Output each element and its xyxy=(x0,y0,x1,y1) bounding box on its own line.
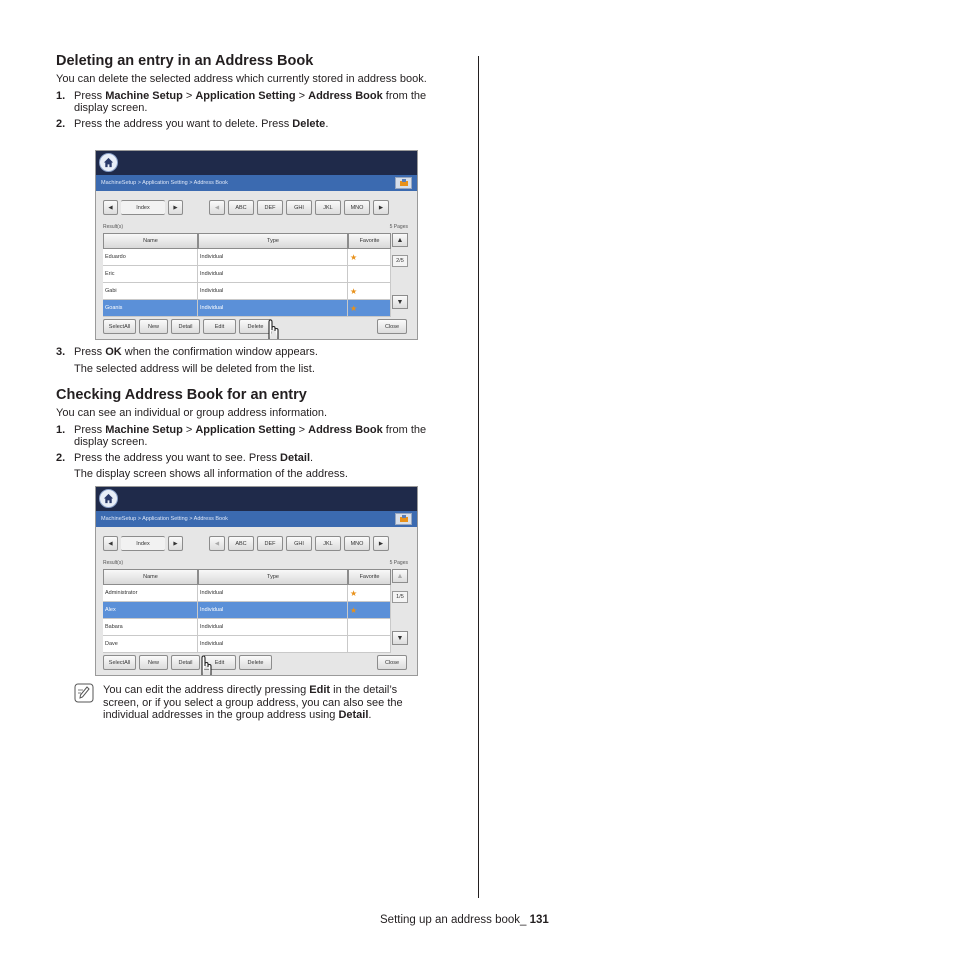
screen-top-bar xyxy=(96,151,417,175)
scroll-down-button[interactable]: ▼ xyxy=(392,295,408,309)
step-2b-result: The display screen shows all information of the address. xyxy=(74,468,348,480)
pages-label: 5 Pages xyxy=(389,560,408,566)
cell-favorite xyxy=(348,636,391,652)
breadcrumb: MachineSetup > Application Setting > Address Book xyxy=(96,511,417,527)
next-index-button[interactable]: ▶ xyxy=(168,536,183,551)
cell-type: Individual xyxy=(198,266,348,282)
home-icon[interactable] xyxy=(99,489,118,508)
cell-name: Goanis xyxy=(103,300,198,316)
home-icon[interactable] xyxy=(99,153,118,172)
detail-button[interactable]: Detail xyxy=(171,319,200,334)
filter-def[interactable]: DEF xyxy=(257,536,283,551)
address-book-screen-2 xyxy=(95,486,418,676)
filter-mno[interactable]: MNO xyxy=(344,536,370,551)
table-row[interactable] xyxy=(103,266,391,283)
delete-button[interactable]: Delete xyxy=(239,319,272,334)
section-intro-2: You can see an individual or group address information. xyxy=(56,407,328,419)
cell-name: Dave xyxy=(103,636,198,652)
filter-mno[interactable]: MNO xyxy=(344,200,370,215)
scroll-up-button[interactable]: ▲ xyxy=(392,233,408,247)
scroll-down-button[interactable]: ▼ xyxy=(392,631,408,645)
cell-favorite xyxy=(348,585,391,601)
cell-type: Individual xyxy=(198,249,348,265)
section-title-delete: Deleting an entry in an Address Book xyxy=(56,53,314,69)
edit-button[interactable]: Edit xyxy=(203,319,236,334)
pages-label: 5 Pages xyxy=(389,224,408,230)
selectall-button[interactable]: SelectAll xyxy=(103,655,136,670)
address-book-screen-1 xyxy=(95,150,418,340)
address-table xyxy=(103,569,391,653)
star-icon: ★ xyxy=(350,252,358,262)
cell-name: Administrator xyxy=(103,585,198,601)
detail-button[interactable]: Detail xyxy=(171,655,200,670)
filter-prev-button[interactable]: ◀ xyxy=(209,200,225,215)
filter-bar xyxy=(103,200,389,215)
cell-type: Individual xyxy=(198,636,348,652)
address-book-icon[interactable] xyxy=(395,513,412,525)
col-favorite[interactable]: Favorite xyxy=(348,569,391,585)
table-row[interactable] xyxy=(103,602,391,619)
page-number: 131 xyxy=(529,914,549,926)
cell-type: Individual xyxy=(198,602,348,618)
pointing-hand-icon xyxy=(265,319,279,340)
cell-favorite xyxy=(348,300,391,316)
close-button[interactable]: Close xyxy=(377,655,407,670)
col-type[interactable]: Type xyxy=(198,233,348,249)
section-check xyxy=(56,387,450,481)
prev-index-button[interactable]: ◀ xyxy=(103,536,118,551)
pointing-hand-icon xyxy=(198,655,212,676)
step-3-result: The selected address will be deleted from the list. xyxy=(74,362,315,375)
cell-name: Babara xyxy=(103,619,198,635)
cell-name: Gabi xyxy=(103,283,198,299)
scrollbar[interactable] xyxy=(392,233,408,317)
filter-abc[interactable]: ABC xyxy=(228,200,254,215)
filter-def[interactable]: DEF xyxy=(257,200,283,215)
filter-jkl[interactable]: JKL xyxy=(315,200,341,215)
col-type[interactable]: Type xyxy=(198,569,348,585)
table-row[interactable] xyxy=(103,636,391,653)
screen-top-bar xyxy=(96,487,417,511)
star-icon: ★ xyxy=(350,605,358,615)
edit-button[interactable]: Edit xyxy=(203,655,236,670)
cell-type: Individual xyxy=(198,585,348,601)
filter-ghi[interactable]: GHI xyxy=(286,200,312,215)
star-icon: ★ xyxy=(350,286,358,296)
new-button[interactable]: New xyxy=(139,319,168,334)
page-footer xyxy=(380,914,549,926)
close-button[interactable]: Close xyxy=(377,319,407,334)
cell-favorite xyxy=(348,619,391,635)
filter-bar xyxy=(103,536,389,551)
column-divider xyxy=(478,56,479,898)
scrollbar[interactable] xyxy=(392,569,408,653)
cell-type: Individual xyxy=(198,283,348,299)
col-name[interactable]: Name xyxy=(103,569,198,585)
cell-favorite xyxy=(348,283,391,299)
star-icon: ★ xyxy=(350,588,358,598)
cell-name: Eric xyxy=(103,266,198,282)
section-intro: You can delete the selected address which currently stored in address book. xyxy=(56,73,427,85)
address-book-icon[interactable] xyxy=(395,177,412,189)
star-icon: ★ xyxy=(350,303,358,313)
table-row[interactable] xyxy=(103,300,391,317)
filter-next-button[interactable]: ▶ xyxy=(373,200,389,215)
breadcrumb: MachineSetup > Application Setting > Address Book xyxy=(96,175,417,191)
results-label: Result(s) xyxy=(103,224,124,230)
step-3-block xyxy=(56,346,450,375)
cell-favorite xyxy=(348,249,391,265)
cell-type: Individual xyxy=(198,300,348,316)
delete-button[interactable]: Delete xyxy=(239,655,272,670)
next-index-button[interactable]: ▶ xyxy=(168,200,183,215)
section-title-check: Checking Address Book for an entry xyxy=(56,387,307,403)
filter-abc[interactable]: ABC xyxy=(228,536,254,551)
table-row[interactable] xyxy=(103,283,391,300)
step-2b: 2. Press the address you want to see. Press Detail. xyxy=(56,451,314,464)
col-favorite[interactable]: Favorite xyxy=(348,233,391,249)
note-text: You can edit the address directly pressing Edit in the detail’s screen, or if you select a group address, you can also see the individual addresses in the group address using Detail. xyxy=(103,684,403,721)
filter-next-button[interactable]: ▶ xyxy=(373,536,389,551)
action-bar xyxy=(103,655,272,670)
scroll-up-button[interactable]: ▲ xyxy=(392,569,408,583)
results-label: Result(s) xyxy=(103,560,124,566)
page-indicator: 2/5 xyxy=(392,255,408,267)
col-name[interactable]: Name xyxy=(103,233,198,249)
cell-favorite xyxy=(348,602,391,618)
step-3: 3. Press OK when the confirmation window appears. xyxy=(56,346,318,358)
filter-ghi[interactable]: GHI xyxy=(286,536,312,551)
page-indicator: 1/5 xyxy=(392,591,408,603)
footer-text: Setting up an address book_ xyxy=(380,914,530,926)
cell-name: Alex xyxy=(103,602,198,618)
address-table xyxy=(103,233,391,317)
note-icon xyxy=(74,683,94,703)
selectall-button[interactable]: SelectAll xyxy=(103,319,136,334)
section-delete xyxy=(56,53,450,130)
step-1b: 1. Press Machine Setup > Application Setting > Address Book from the display screen. xyxy=(56,423,427,448)
cell-name: Eduardo xyxy=(103,249,198,265)
prev-index-button[interactable]: ◀ xyxy=(103,200,118,215)
filter-prev-button[interactable]: ◀ xyxy=(209,536,225,551)
index-label[interactable]: Index xyxy=(121,200,165,215)
table-row[interactable] xyxy=(103,619,391,636)
table-row[interactable] xyxy=(103,249,391,266)
cell-type: Individual xyxy=(198,619,348,635)
action-bar xyxy=(103,319,272,334)
table-row[interactable] xyxy=(103,585,391,602)
index-label[interactable]: Index xyxy=(121,536,165,551)
step-2: 2. Press the address you want to delete. Press Delete. xyxy=(56,117,329,130)
step-1: 1. Press Machine Setup > Application Setting > Address Book from the display screen. xyxy=(56,89,427,114)
new-button[interactable]: New xyxy=(139,655,168,670)
filter-jkl[interactable]: JKL xyxy=(315,536,341,551)
cell-favorite xyxy=(348,266,391,282)
